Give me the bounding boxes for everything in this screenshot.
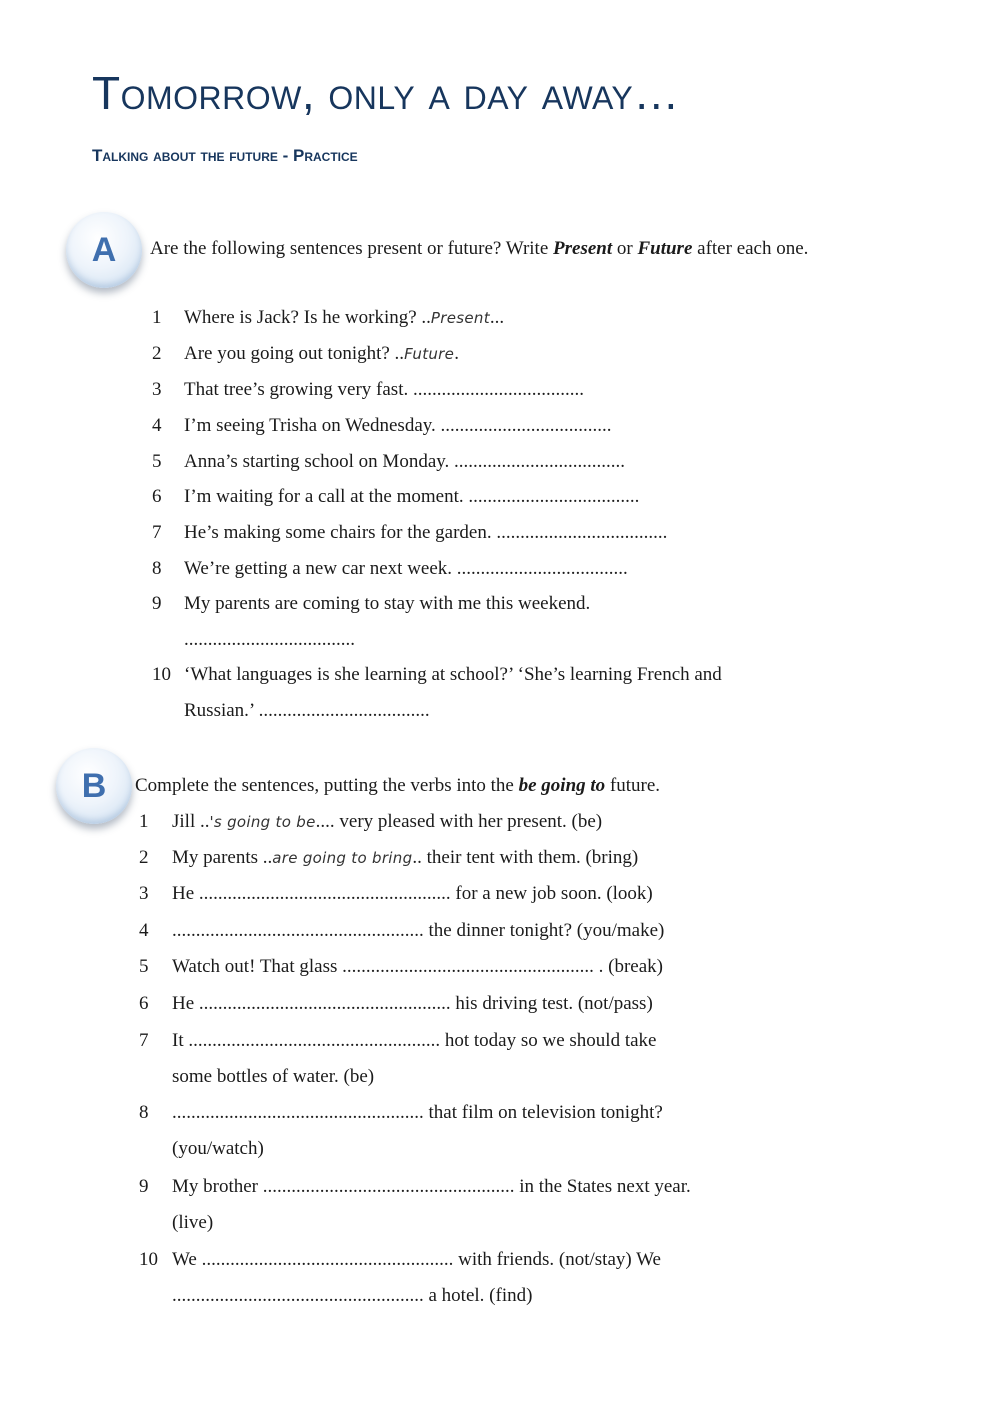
item-prompt: Are you going out tonight? ..	[184, 343, 405, 364]
item-text: It ..................................................... hot today so we should take	[172, 1030, 657, 1051]
item-number: 10	[139, 1249, 158, 1270]
item-text	[172, 846, 638, 870]
item-prompt: My parents ..	[172, 847, 273, 868]
item-text-line2: ....................................	[184, 629, 355, 650]
item-text: ‘What languages is she learning at school?’ ‘She’s learning French and	[184, 664, 722, 685]
item-text-line2: (live)	[172, 1212, 214, 1233]
item-number: 2	[152, 343, 162, 364]
item-number: 7	[152, 522, 162, 543]
item-text-line2: some bottles of water. (be)	[172, 1066, 375, 1087]
item-number: 7	[139, 1030, 149, 1051]
item-number: 4	[139, 920, 149, 941]
item-prompt: Jill ..	[172, 811, 210, 832]
item-number: 9	[152, 593, 162, 614]
item-rest: .... very pleased with her present. (be)	[315, 811, 603, 832]
item-text: ..................................................... that film on television tonight?	[172, 1102, 663, 1123]
handwritten-answer: Future	[404, 345, 455, 363]
item-number: 8	[139, 1102, 149, 1123]
item-number: 3	[152, 379, 162, 400]
item-text: My brother ..................................................... in the States next year.	[172, 1176, 691, 1197]
item-text: Watch out! That glass ..................................................... . (break)	[172, 956, 663, 977]
item-number: 8	[152, 558, 162, 579]
item-text: ..................................................... the dinner tonight? (you/make)	[172, 920, 665, 941]
item-text-line2: ..................................................... a hotel. (find)	[172, 1285, 533, 1306]
item-prompt: Where is Jack? Is he working? ..	[184, 307, 431, 328]
item-rest: .. their tent with them. (bring)	[412, 847, 639, 868]
section-a-badge: A	[66, 212, 142, 288]
item-number: 3	[139, 883, 149, 904]
item-number: 1	[139, 811, 149, 832]
item-number: 5	[152, 451, 162, 472]
section-b-badge: B	[56, 748, 132, 824]
item-rest: ...	[489, 307, 505, 328]
handwritten-answer: are going to bring	[272, 849, 413, 867]
page-subtitle: Talking about the future - Practice	[92, 146, 358, 165]
item-number: 2	[139, 847, 149, 868]
item-text: We’re getting a new car next week. ....................................	[184, 558, 628, 579]
item-text	[184, 342, 459, 366]
item-number: 5	[139, 956, 149, 977]
item-text: I’m waiting for a call at the moment. ....................................	[184, 486, 640, 507]
item-text: He ..................................................... for a new job soon. (look)	[172, 883, 653, 904]
item-text	[184, 306, 504, 330]
item-number: 1	[152, 307, 162, 328]
item-text-line2: (you/watch)	[172, 1138, 264, 1159]
item-text: He’s making some chairs for the garden. ....................................	[184, 522, 668, 543]
item-text: He ..................................................... his driving test. (not/pass)	[172, 993, 653, 1014]
item-text: Anna’s starting school on Monday. ....................................	[184, 451, 626, 472]
item-text: That tree’s growing very fast. ....................................	[184, 379, 584, 400]
item-number: 4	[152, 415, 162, 436]
item-text	[172, 810, 602, 834]
item-text: We ..................................................... with friends. (not/stay) We	[172, 1249, 661, 1270]
section-b-instruction: Complete the sentences, putting the verbs into the be going to future.	[135, 775, 661, 796]
item-text-line2: Russian.’ ....................................	[184, 700, 430, 721]
item-text: I’m seeing Trisha on Wednesday. ....................................	[184, 415, 612, 436]
item-rest: .	[454, 343, 459, 364]
section-a-instruction: Are the following sentences present or future? Write Present or Future after each one.	[150, 238, 809, 259]
item-number: 10	[152, 664, 171, 685]
page-title: Tomorrow, only a day away…	[92, 67, 680, 119]
item-text: My parents are coming to stay with me this weekend.	[184, 593, 591, 614]
item-number: 9	[139, 1176, 149, 1197]
handwritten-answer: Present	[430, 309, 490, 327]
item-number: 6	[152, 486, 162, 507]
handwritten-answer: 's going to be	[209, 813, 316, 831]
item-number: 6	[139, 993, 149, 1014]
